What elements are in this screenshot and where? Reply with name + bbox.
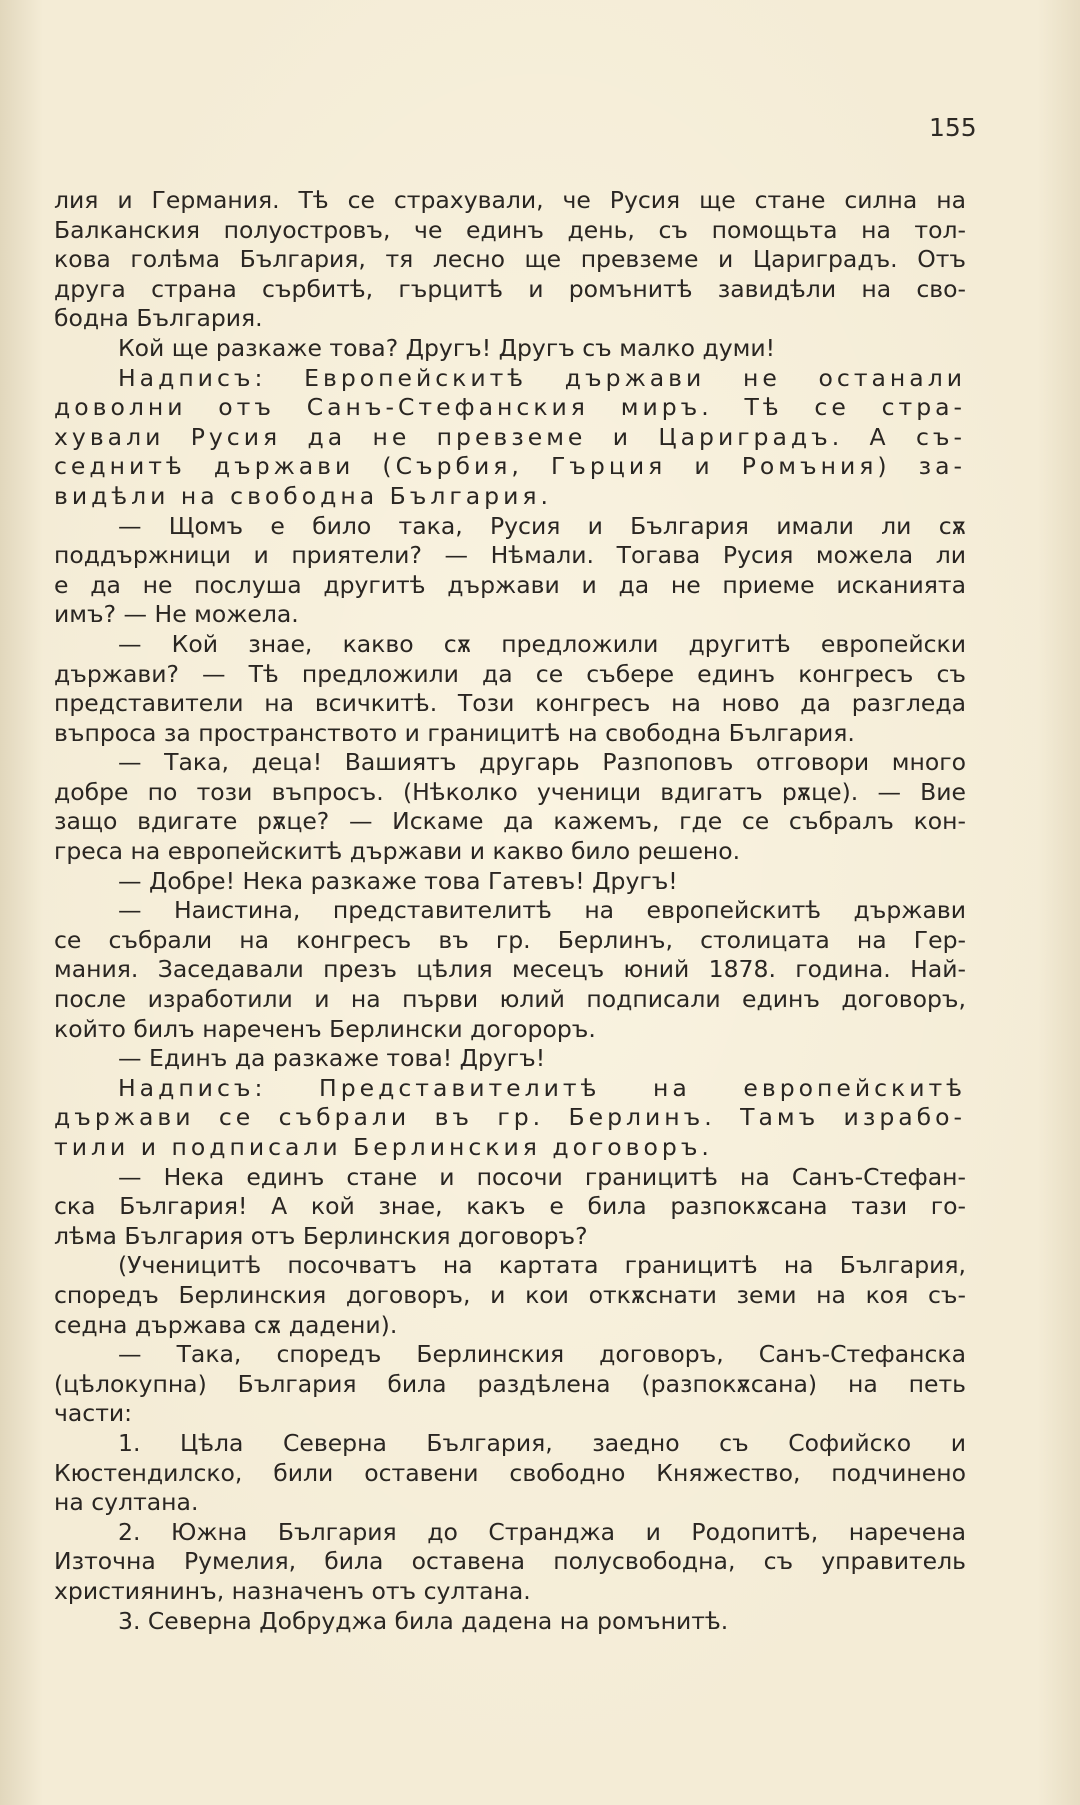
text-line: — Единъ да разкаже това! Другъ! xyxy=(118,1044,546,1073)
text-line: седна държава сѫ дадени). xyxy=(54,1310,398,1339)
text-line: бодна България. xyxy=(54,304,263,333)
text-line: тили и подписали Берлинския договоръ. xyxy=(54,1133,713,1161)
text-line: — Кой знае, какво сѫ предложили другитѣ европейски xyxy=(118,629,966,658)
text-line: видѣли на свободна България. xyxy=(54,481,552,510)
text-line: 2. Южна България до Странджа и Родопитѣ, наречена xyxy=(118,1517,966,1546)
text-line: доволни отъ Санъ-Стефанския миръ. Тѣ се стра- xyxy=(54,393,966,422)
text-line: Надписъ: Представителитѣ на европейскитѣ xyxy=(118,1073,966,1102)
text-line: държави се събрали въ гр. Берлинъ. Тамъ израбо- xyxy=(54,1103,966,1132)
text-line: — Така, споредъ Берлинския договоръ, Санъ-Стефанска xyxy=(118,1340,966,1369)
text-line: лия и Германия. Тѣ се страхували, че Русия ще стане силна на xyxy=(54,186,966,214)
text-line: имъ? — Не можела. xyxy=(54,600,299,629)
text-line: християнинъ, назначенъ отъ султана. xyxy=(54,1576,531,1605)
text-line: греса на европейскитѣ държави и какво било решено. xyxy=(54,837,741,866)
text-line: (цѣлокупна) България била раздѣлена (разпокѫсана) на петь xyxy=(54,1369,966,1398)
text-line: седнитѣ държави (Сърбия, Гърция и Ромъния) за- xyxy=(54,452,966,481)
text-line: — Нека единъ стане и посочи границитѣ на Санъ-Стефан- xyxy=(118,1162,966,1191)
text-line: — Добре! Нека разкаже това Гатевъ! Другъ! xyxy=(118,866,678,895)
text-line: Кой ще разкаже това? Другъ! Другъ съ малко думи! xyxy=(118,333,776,362)
text-line: — Щомъ е било така, Русия и България имали ли сѫ xyxy=(118,511,966,540)
text-line: добре по този въпросъ. (Нѣколко ученици вдигатъ рѫце). — Вие xyxy=(54,777,966,806)
text-line: се събрали на конгресъ въ гр. Берлинъ, столицата на Гер- xyxy=(54,925,966,954)
body-text xyxy=(54,186,966,1636)
text-line: ска България! А кой знае, какъ е била разпокѫсана тази го- xyxy=(54,1192,966,1221)
text-line: мания. Заседавали презъ цѣлия месецъ юний 1878. година. Най- xyxy=(54,955,966,984)
text-line: 1. Цѣла Северна България, заедно съ Софийско и xyxy=(118,1428,966,1457)
text-line: поддържници и приятели? — Нѣмали. Тогава Русия можела ли xyxy=(54,541,966,570)
text-line: — Така, деца! Вашиятъ другарь Разпоповъ отговори много xyxy=(118,748,966,777)
text-line: кова голѣма България, тя лесно ще превземе и Цариградъ. Отъ xyxy=(54,245,966,274)
text-line: представители на всичкитѣ. Този конгресъ на ново да разгледа xyxy=(54,689,966,718)
text-line: хували Русия да не превземе и Цариградъ. А съ- xyxy=(54,422,966,451)
text-line: Кюстендилско, били оставени свободно Княжество, подчинено xyxy=(54,1458,966,1487)
page-number: 155 xyxy=(929,113,977,142)
text-line: на султана. xyxy=(54,1488,199,1517)
text-line: (Ученицитѣ посочватъ на картата границитѣ на България, xyxy=(118,1251,966,1280)
text-line: Надписъ: Европейскитѣ държави не останали xyxy=(118,363,966,392)
text-line: после изработили и на първи юлий подписали единъ договоръ, xyxy=(54,985,966,1014)
text-line: лѣма България отъ Берлинския договоръ? xyxy=(54,1221,588,1250)
text-line: споредъ Берлинския договоръ, и кои откѫснати земи на коя съ- xyxy=(54,1280,966,1309)
text-line: 3. Северна Добруджа била дадена на ромънитѣ. xyxy=(118,1606,729,1635)
text-line: — Наистина, представителитѣ на европейскитѣ държави xyxy=(118,896,966,925)
text-line: друга страна сърбитѣ, гърцитѣ и ромънитѣ завидѣли на сво- xyxy=(54,274,966,303)
text-line: държави? — Тѣ предложили да се събере единъ конгресъ съ xyxy=(54,659,966,688)
text-line: защо вдигате рѫце? — Искаме да кажемъ, где се събралъ кон- xyxy=(54,807,966,836)
text-line: Източна Румелия, била оставена полусвободна, съ управитель xyxy=(54,1547,966,1576)
text-line: който билъ нареченъ Берлински догороръ. xyxy=(54,1014,596,1043)
text-line: Балканския полуостровъ, че единъ день, съ помощьта на тол- xyxy=(54,215,966,244)
text-line: е да не послуша другитѣ държави и да не приеме исканията xyxy=(54,570,966,599)
text-line: части: xyxy=(54,1399,133,1428)
text-line: въпроса за пространството и границитѣ на свободна България. xyxy=(54,718,855,747)
